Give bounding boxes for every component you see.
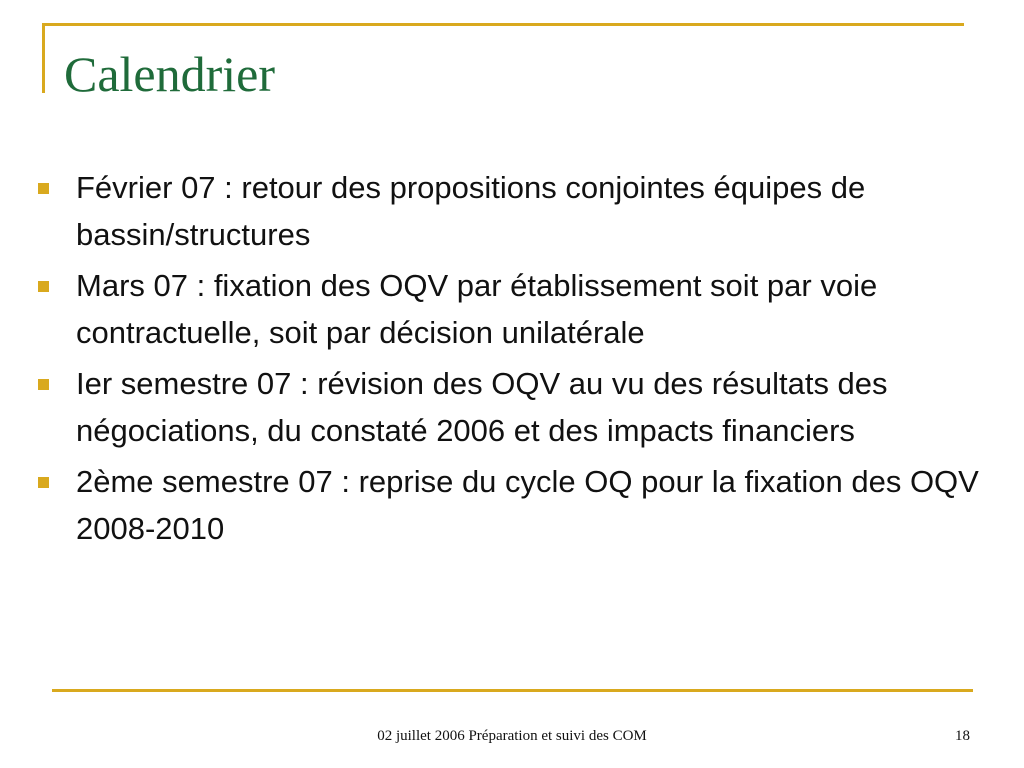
bullet-text: Ier semestre 07 : révision des OQV au vu des résultats des négociations, du constaté 2006 et des impacts financiers (76, 366, 888, 448)
square-bullet-icon (38, 183, 49, 194)
square-bullet-icon (38, 379, 49, 390)
slide-title: Calendrier (64, 46, 276, 102)
bullet-item (38, 262, 998, 356)
square-bullet-icon (38, 281, 49, 292)
square-bullet-icon (38, 477, 49, 488)
bullet-text: Mars 07 : fixation des OQV par établissement soit par voie contractuelle, soit par décision unilatérale (76, 268, 878, 350)
bullet-text: Février 07 : retour des propositions conjointes équipes de bassin/structures (76, 170, 866, 252)
footer-divider (52, 689, 973, 692)
title-frame-vertical-rule (42, 23, 45, 93)
footer-caption: 02 juillet 2006 Préparation et suivi des COM (377, 728, 647, 744)
title-frame-horizontal-rule (42, 23, 964, 26)
bullet-text: 2ème semestre 07 : reprise du cycle OQ pour la fixation des OQV 2008-2010 (76, 464, 979, 546)
page-number: 18 (955, 728, 970, 744)
bullet-list (38, 164, 998, 556)
bullet-item (38, 360, 998, 454)
bullet-item (38, 458, 998, 552)
bullet-item (38, 164, 998, 258)
